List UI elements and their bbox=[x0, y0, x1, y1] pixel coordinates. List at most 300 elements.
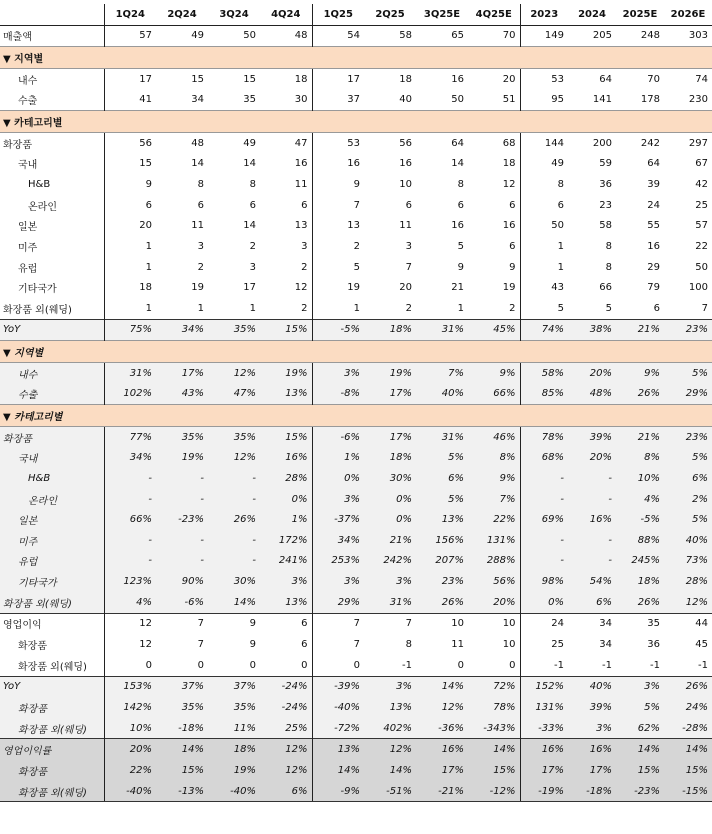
table-row bbox=[0, 613, 712, 634]
cell-value: -33% bbox=[520, 718, 568, 739]
cell-value: 149 bbox=[520, 25, 568, 47]
cell-value: 12 bbox=[294, 282, 308, 294]
cell-value: 43 bbox=[520, 277, 568, 298]
cell-value: 245% bbox=[616, 551, 664, 572]
cell-value: 19% bbox=[364, 362, 416, 383]
cell-value: 131% bbox=[520, 697, 568, 718]
cell-value: 23% bbox=[664, 426, 712, 447]
cell-value: 20% bbox=[568, 447, 616, 468]
cell-value: 0 bbox=[312, 655, 364, 676]
cell-value: 30% bbox=[208, 571, 260, 592]
cell-value: 5% bbox=[664, 509, 712, 530]
cell-value: 1 bbox=[312, 298, 364, 319]
cell-value: 14% bbox=[156, 739, 208, 760]
header-2023: 2023 bbox=[520, 4, 568, 25]
cell-value: 15% bbox=[664, 760, 712, 781]
cell-value: 5 bbox=[457, 240, 464, 252]
row-label: 국내 bbox=[0, 447, 104, 468]
cell-value: 0% bbox=[520, 592, 568, 613]
cell-value: 35 bbox=[243, 94, 256, 106]
cell-value: 9% bbox=[468, 362, 520, 383]
cell-value: 78% bbox=[468, 697, 520, 718]
cell-value: 38% bbox=[568, 319, 616, 341]
cell-value: - bbox=[156, 489, 208, 510]
cell-value: 48% bbox=[568, 384, 616, 405]
cell-value: 5 bbox=[520, 298, 568, 319]
cell-value: -24% bbox=[260, 676, 312, 697]
cell-value: 7 bbox=[364, 613, 416, 634]
cell-value: 53 bbox=[312, 132, 364, 153]
cell-value: -18% bbox=[156, 718, 208, 739]
cell-value: -12% bbox=[468, 781, 520, 802]
cell-value: 26% bbox=[616, 592, 664, 613]
cell-value: 66% bbox=[104, 509, 156, 530]
table-row bbox=[0, 195, 712, 216]
cell-value: -40% bbox=[208, 781, 260, 802]
cell-value: 67 bbox=[695, 158, 708, 170]
cell-value: 55 bbox=[647, 220, 660, 232]
cell-value: 10 bbox=[416, 613, 468, 634]
cell-value: 303 bbox=[688, 30, 708, 42]
cell-value: 30 bbox=[294, 94, 308, 106]
cell-value: - bbox=[156, 468, 208, 489]
cell-value: 3% bbox=[312, 489, 364, 510]
cell-value: 12% bbox=[664, 592, 712, 613]
cell-value: 9% bbox=[616, 362, 664, 383]
cell-value: 22% bbox=[104, 760, 156, 781]
row-label: 일본 bbox=[18, 222, 38, 234]
cell-value: 1 bbox=[197, 302, 204, 314]
cell-value: - bbox=[568, 468, 616, 489]
cell-value: 68% bbox=[520, 447, 568, 468]
cell-value: 18% bbox=[616, 571, 664, 592]
table-row bbox=[0, 362, 712, 383]
cell-value: 6 bbox=[249, 199, 256, 211]
cell-value: 31% bbox=[416, 426, 468, 447]
row-label: 수출 bbox=[0, 384, 104, 405]
cell-value: 68 bbox=[502, 137, 516, 149]
cell-value: 16 bbox=[312, 153, 364, 174]
cell-value: - bbox=[520, 530, 568, 551]
row-label: 화장품 bbox=[3, 139, 32, 151]
cell-value: 6 bbox=[520, 195, 568, 216]
cell-value: 50 bbox=[695, 261, 708, 273]
header-1q24: 1Q24 bbox=[104, 4, 156, 25]
cell-value: 18% bbox=[364, 319, 416, 341]
table-row bbox=[0, 760, 712, 781]
cell-value: 20% bbox=[568, 362, 616, 383]
cell-value: 29% bbox=[664, 384, 712, 405]
cell-value: 6% bbox=[260, 781, 312, 802]
cell-value: 40% bbox=[664, 530, 712, 551]
cell-value: 69% bbox=[520, 509, 568, 530]
cell-value: 44 bbox=[664, 613, 712, 634]
cell-value: 31% bbox=[104, 362, 156, 383]
cell-value: 9 bbox=[457, 261, 464, 273]
cell-value: 7 bbox=[312, 634, 364, 655]
row-label: 미주 bbox=[0, 530, 104, 551]
row-label: 화장품 외(웨딩) bbox=[0, 781, 104, 802]
cell-value: 73% bbox=[664, 551, 712, 572]
cell-value: 11 bbox=[294, 178, 308, 190]
row-label: 화장품 외(웨딩) bbox=[18, 661, 87, 673]
cell-value: 12 bbox=[104, 613, 156, 634]
cell-value: 25 bbox=[520, 634, 568, 655]
cell-value: 36 bbox=[647, 639, 660, 651]
section-label: ▼ 카테고리별 bbox=[0, 405, 712, 427]
cell-value: 7 bbox=[405, 261, 412, 273]
cell-value: 9% bbox=[468, 468, 520, 489]
cell-value: 15 bbox=[191, 73, 204, 85]
cell-value: 45 bbox=[695, 639, 708, 651]
cell-value: 47 bbox=[294, 137, 308, 149]
cell-value: 56 bbox=[399, 137, 412, 149]
cell-value: 11 bbox=[451, 639, 464, 651]
cell-value: -72% bbox=[312, 718, 364, 739]
header-corner bbox=[0, 4, 104, 25]
table-body bbox=[0, 25, 712, 802]
cell-value: - bbox=[104, 489, 156, 510]
cell-value: 17% bbox=[156, 362, 208, 383]
cell-value: 6 bbox=[104, 195, 156, 216]
cell-value: 34 bbox=[191, 94, 204, 106]
cell-value: 2 bbox=[301, 261, 308, 273]
cell-value: 14% bbox=[364, 760, 416, 781]
cell-value: 39% bbox=[568, 426, 616, 447]
cell-value: 17 bbox=[243, 282, 256, 294]
cell-value: 2 bbox=[312, 236, 364, 257]
row-label: 화장품 외(웨딩) bbox=[3, 304, 72, 316]
cell-value: 58 bbox=[399, 30, 412, 42]
cell-value: 14 bbox=[451, 158, 464, 170]
cell-value: 153% bbox=[104, 676, 156, 697]
cell-value: 19 bbox=[502, 282, 516, 294]
cell-value: 18% bbox=[364, 447, 416, 468]
header-2026e: 2026E bbox=[664, 4, 712, 25]
cell-value: 131% bbox=[468, 530, 520, 551]
table-row bbox=[0, 634, 712, 655]
table-row bbox=[0, 489, 712, 510]
cell-value: -15% bbox=[664, 781, 712, 802]
cell-value: 7 bbox=[312, 613, 364, 634]
cell-value: 0% bbox=[312, 468, 364, 489]
cell-value: 178 bbox=[640, 94, 660, 106]
cell-value: 3% bbox=[568, 718, 616, 739]
row-label: 매출액 bbox=[3, 32, 32, 44]
cell-value: 35% bbox=[208, 697, 260, 718]
cell-value: 18 bbox=[104, 277, 156, 298]
table-row bbox=[0, 530, 712, 551]
cell-value: 144 bbox=[520, 132, 568, 153]
cell-value: 22 bbox=[695, 240, 708, 252]
header-2q24: 2Q24 bbox=[156, 4, 208, 25]
cell-value: -23% bbox=[616, 781, 664, 802]
cell-value: -6% bbox=[312, 426, 364, 447]
cell-value: 34% bbox=[104, 447, 156, 468]
cell-value: 45% bbox=[468, 319, 520, 341]
cell-value: - bbox=[568, 489, 616, 510]
cell-value: 2 bbox=[509, 302, 516, 314]
cell-value: 5 bbox=[605, 302, 612, 314]
cell-value: 23% bbox=[416, 571, 468, 592]
cell-value: -13% bbox=[156, 781, 208, 802]
cell-value: 0% bbox=[364, 489, 416, 510]
cell-value: -343% bbox=[468, 718, 520, 739]
cell-value: 141 bbox=[592, 94, 612, 106]
cell-value: 10 bbox=[399, 178, 412, 190]
cell-value: 57 bbox=[104, 25, 156, 47]
cell-value: 15% bbox=[616, 760, 664, 781]
cell-value: 15% bbox=[156, 760, 208, 781]
cell-value: 288% bbox=[468, 551, 520, 572]
cell-value: -1 bbox=[520, 655, 568, 676]
cell-value: 20 bbox=[399, 282, 412, 294]
cell-value: -1 bbox=[602, 659, 612, 671]
cell-value: 12 bbox=[104, 634, 156, 655]
cell-value: -5% bbox=[616, 509, 664, 530]
row-label: YoY bbox=[0, 319, 104, 341]
cell-value: 49 bbox=[191, 30, 204, 42]
row-label: 미주 bbox=[18, 242, 38, 254]
header-1q25: 1Q25 bbox=[312, 4, 364, 25]
cell-value: 77% bbox=[104, 426, 156, 447]
cell-value: 3% bbox=[260, 571, 312, 592]
cell-value: 36 bbox=[599, 178, 612, 190]
cell-value: 64 bbox=[451, 137, 464, 149]
cell-value: 297 bbox=[688, 137, 708, 149]
cell-value: 1 bbox=[249, 302, 256, 314]
cell-value: 1 bbox=[104, 298, 156, 319]
cell-value: 31% bbox=[364, 592, 416, 613]
header-4q24: 4Q24 bbox=[260, 4, 312, 25]
cell-value: -1 bbox=[650, 659, 660, 671]
cell-value: 8 bbox=[605, 240, 612, 252]
table-row bbox=[0, 655, 712, 676]
cell-value: 3% bbox=[364, 676, 416, 697]
cell-value: 75% bbox=[104, 319, 156, 341]
cell-value: -36% bbox=[416, 718, 468, 739]
cell-value: 14 bbox=[243, 158, 256, 170]
row-label: 유럽 bbox=[18, 263, 38, 275]
cell-value: 2% bbox=[664, 489, 712, 510]
cell-value: 16 bbox=[502, 220, 516, 232]
cell-value: 88% bbox=[616, 530, 664, 551]
cell-value: 90% bbox=[156, 571, 208, 592]
cell-value: 31% bbox=[416, 319, 468, 341]
section-header-row bbox=[0, 341, 712, 363]
cell-value: 40% bbox=[568, 676, 616, 697]
table-row bbox=[0, 298, 712, 319]
cell-value: 6 bbox=[301, 199, 308, 211]
table-row bbox=[0, 468, 712, 489]
cell-value: 98% bbox=[520, 571, 568, 592]
cell-value: 7% bbox=[468, 489, 520, 510]
cell-value: 30% bbox=[364, 468, 416, 489]
table-row bbox=[0, 174, 712, 195]
cell-value: 156% bbox=[416, 530, 468, 551]
cell-value: -19% bbox=[520, 781, 568, 802]
cell-value: 14% bbox=[416, 676, 468, 697]
cell-value: 14 bbox=[243, 220, 256, 232]
cell-value: 95 bbox=[520, 90, 568, 111]
cell-value: - bbox=[520, 551, 568, 572]
row-label: 화장품 bbox=[0, 426, 104, 447]
cell-value: 47% bbox=[208, 384, 260, 405]
cell-value: 3 bbox=[405, 240, 412, 252]
cell-value: 3 bbox=[197, 240, 204, 252]
row-label: 화장품 bbox=[0, 697, 104, 718]
cell-value: 56% bbox=[468, 571, 520, 592]
cell-value: 16 bbox=[451, 220, 464, 232]
section-header-row bbox=[0, 111, 712, 133]
row-label: 국내 bbox=[18, 160, 38, 172]
table-row bbox=[0, 257, 712, 278]
table-row bbox=[0, 236, 712, 257]
cell-value: 142% bbox=[104, 697, 156, 718]
cell-value: 66% bbox=[468, 384, 520, 405]
row-label: 유럽 bbox=[0, 551, 104, 572]
cell-value: 6 bbox=[301, 639, 308, 651]
cell-value: 152% bbox=[520, 676, 568, 697]
cell-value: 205 bbox=[592, 30, 612, 42]
cell-value: 5% bbox=[664, 362, 712, 383]
cell-value: 64 bbox=[599, 73, 612, 85]
cell-value: -51% bbox=[364, 781, 416, 802]
cell-value: 15% bbox=[468, 760, 520, 781]
cell-value: 50 bbox=[243, 30, 256, 42]
cell-value: 37% bbox=[208, 676, 260, 697]
cell-value: 50 bbox=[451, 94, 464, 106]
table-row bbox=[0, 215, 712, 236]
cell-value: 10% bbox=[104, 718, 156, 739]
cell-value: 17 bbox=[312, 68, 364, 89]
header-4q25e: 4Q25E bbox=[468, 4, 520, 25]
cell-value: 5% bbox=[416, 489, 468, 510]
cell-value: 48 bbox=[294, 30, 308, 42]
cell-value: 13% bbox=[416, 509, 468, 530]
cell-value: 58% bbox=[520, 362, 568, 383]
cell-value: 24 bbox=[520, 613, 568, 634]
cell-value: 19 bbox=[312, 277, 364, 298]
cell-value: 6 bbox=[405, 199, 412, 211]
cell-value: 21% bbox=[616, 319, 664, 341]
cell-value: 16 bbox=[647, 240, 660, 252]
cell-value: 1 bbox=[520, 257, 568, 278]
section-label: ▼ 지역별 bbox=[0, 341, 712, 363]
cell-value: 16% bbox=[416, 739, 468, 760]
cell-value: 13 bbox=[312, 215, 364, 236]
section-label: ▼ 카테고리별 bbox=[0, 111, 712, 133]
cell-value: 3 bbox=[301, 240, 308, 252]
row-label: 화장품 bbox=[18, 641, 47, 653]
header-2q25: 2Q25 bbox=[364, 4, 416, 25]
cell-value: 14% bbox=[312, 760, 364, 781]
cell-value: 8 bbox=[457, 178, 464, 190]
cell-value: 20 bbox=[104, 215, 156, 236]
cell-value: 5 bbox=[312, 257, 364, 278]
cell-value: 18 bbox=[294, 73, 308, 85]
cell-value: -40% bbox=[312, 697, 364, 718]
cell-value: 172% bbox=[260, 530, 312, 551]
row-label: 기타국가 bbox=[0, 571, 104, 592]
cell-value: 17% bbox=[364, 426, 416, 447]
table-row bbox=[0, 277, 712, 298]
cell-value: 16% bbox=[520, 739, 568, 760]
cell-value: 54% bbox=[568, 571, 616, 592]
section-header-row bbox=[0, 405, 712, 427]
cell-value: 12% bbox=[260, 760, 312, 781]
row-label: H&B bbox=[28, 178, 51, 190]
cell-value: 6 bbox=[509, 199, 516, 211]
cell-value: 2 bbox=[197, 261, 204, 273]
cell-value: 16% bbox=[568, 739, 616, 760]
cell-value: 56 bbox=[104, 132, 156, 153]
cell-value: 59 bbox=[599, 158, 612, 170]
cell-value: 42 bbox=[695, 178, 708, 190]
cell-value: 15% bbox=[260, 319, 312, 341]
cell-value: 1% bbox=[312, 447, 364, 468]
cell-value: 7 bbox=[312, 195, 364, 216]
cell-value: 11 bbox=[399, 220, 412, 232]
cell-value: 12 bbox=[502, 178, 516, 190]
cell-value: 12% bbox=[416, 697, 468, 718]
cell-value: 24 bbox=[647, 199, 660, 211]
cell-value: 49 bbox=[243, 137, 256, 149]
cell-value: 29% bbox=[312, 592, 364, 613]
cell-value: 242% bbox=[364, 551, 416, 572]
cell-value: 62% bbox=[616, 718, 664, 739]
cell-value: -5% bbox=[312, 319, 364, 341]
cell-value: 9 bbox=[249, 639, 256, 651]
row-label: 영업이익률 bbox=[0, 739, 104, 760]
cell-value: 2 bbox=[301, 302, 308, 314]
table-row bbox=[0, 68, 712, 89]
cell-value: - bbox=[208, 468, 260, 489]
cell-value: 7 bbox=[156, 613, 208, 634]
cell-value: 24% bbox=[664, 697, 712, 718]
cell-value: 65 bbox=[451, 30, 464, 42]
cell-value: 46% bbox=[468, 426, 520, 447]
cell-value: 19 bbox=[191, 282, 204, 294]
cell-value: 28% bbox=[664, 571, 712, 592]
cell-value: 14% bbox=[468, 739, 520, 760]
cell-value: 0 bbox=[197, 659, 204, 671]
cell-value: 1 bbox=[457, 302, 464, 314]
cell-value: 78% bbox=[520, 426, 568, 447]
cell-value: 6 bbox=[509, 240, 516, 252]
header-3q24: 3Q24 bbox=[208, 4, 260, 25]
cell-value: 241% bbox=[260, 551, 312, 572]
cell-value: 14% bbox=[208, 592, 260, 613]
table-row bbox=[0, 676, 712, 697]
cell-value: 230 bbox=[688, 94, 708, 106]
cell-value: 25% bbox=[260, 718, 312, 739]
cell-value: 0 bbox=[457, 659, 464, 671]
section-header-row bbox=[0, 47, 712, 69]
row-label: 수출 bbox=[18, 96, 38, 108]
cell-value: 19% bbox=[156, 447, 208, 468]
cell-value: 72% bbox=[468, 676, 520, 697]
cell-value: -9% bbox=[312, 781, 364, 802]
cell-value: 6 bbox=[653, 302, 660, 314]
cell-value: 70 bbox=[502, 30, 516, 42]
cell-value: 23 bbox=[599, 199, 612, 211]
cell-value: 21 bbox=[451, 282, 464, 294]
table-row bbox=[0, 551, 712, 572]
cell-value: 35% bbox=[208, 319, 260, 341]
section-label: ▼ 지역별 bbox=[0, 47, 712, 69]
cell-value: 70 bbox=[647, 73, 660, 85]
